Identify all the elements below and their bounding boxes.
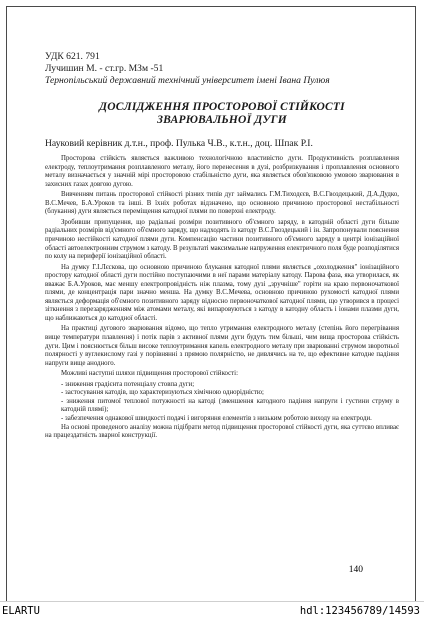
article-title <box>45 101 399 127</box>
paragraph-1: Просторова стійкість являється важливою технологічною властивістю дуги. Продуктивність розплавлення електроду, теплоутримання розплавленого металу, його перенесення в дузі, розбризкування і проплавлення основного металу визначається у значній мірі просторовою стабільністю дуги, яка являється обов'язковою умовою зварювання в захисних газах довгою дугою. <box>45 155 399 188</box>
paragraph-6: Можливі наступні шляхи підвищення просторової стійкості: <box>61 370 238 378</box>
paragraph-2: Вивченням питань просторової стійкості різних типів дуг займались Г.М.Тиходєєв, В.С.Гвоздецький, Д.А.Дудко, В.С.Мечев, Б.А.Уроков та інші. В їхніх роботах відзначено, що основною причиною просторової нестабільності (блукання) дуги являється переміщення катодної плями по поверхні електроду. <box>45 191 399 216</box>
paragraph-3: Зробивши припущення, що радіальні розміри позитивного об'ємного заряду, в катодній області дуги більше радіальних розмірів від'ємного об'ємного заряду, що надходять із катоду В.С.Гвоздецький і ін. Запропонували пояснення причиною нестійкості катодної плями дуги. Компенсацію частини позитивного об'ємного заряду в центрі іонізаційної області автоелектронним струмом з катоду. В результаті максимальне напруження електричного поля буде розподілятися по колу на периферії іонізаційної області. <box>45 218 399 261</box>
page-number: 140 <box>348 565 363 575</box>
list-item: - зниження градієнта потенціалу стовпа дуги; <box>61 380 195 388</box>
supervisors-line: Науковий керівник д.т.н., проф. Пулька Ч.В., к.т.н., доц. Шпак Р.І. <box>45 138 313 149</box>
repository-name: ELARTU <box>2 605 40 617</box>
list-item: - застосування катодів, що характеризуються хімічною однорідністю; <box>61 389 264 397</box>
list-item: - зниження питомої теплової потужності на катоді (зменшення катодного падіння напруги і густини струму в катодній плямі); <box>61 397 399 414</box>
udc-code: УДК 621. 791 <box>45 51 100 62</box>
conclusion-paragraph: На основі проведеного аналізу можна підібрати метод підвищення просторової стійкості дуги, яка суттєво впливає на працездатність зварної конструкції. <box>45 423 399 440</box>
title-line-2: ЗВАРЮВАЛЬНОЇ ДУГИ <box>157 114 287 126</box>
paragraph-5: На практиці дугового зварювання відомо, що тепло утримання електродного металу (степінь його перегрівання вище температури плавлення) і потік парів з активної плями дуги будуть тим більші, чим вища просторова стійкість дуги. Цим і пояснюється більш високе теплоутримання капель електродного металу при зварюванні струмом зворотньої полярності у вуглекислому газі у порівнянні з прямою полярністю, не дивлячись на те, що ефективне катодне падіння напруги вище анодного. <box>45 325 399 367</box>
institution-line: Тернопільський державний технічний університет імені Івана Пулюя <box>45 75 330 86</box>
repository-footer <box>0 601 424 620</box>
handle-identifier: hdl:123456789/14593 <box>299 605 420 617</box>
author-line: Лучишин М. - ст.гр. МЗм -51 <box>45 63 164 74</box>
document-page <box>6 6 416 604</box>
paragraph-4: На думку Г.І.Лєскова, що основною причиною блукання катодної плями являється „охолодження" іонізаційного простору катодної області дуги постійно поступаючими в неї парами матеріалу катоду. Парова фаза, яка утворилася, як вважає Б.А.Уроков, має меншу електропровідність ніж плазма, тому дузі „зручніше" горіти на краю первоночаткової плями, де концентрація пари значно менша. На думку В.С.Мечева, основною причиною рухомості катодної плями являється деформація об'ємного позитивного заряду відносно первоночаткової катодної плями, що утворився в процесі зіткнення з перезарядженням між атомами металу, які випаровуються з катоду в катодну область і іонами плазми дуги, що наближаються до катодної області. <box>45 263 399 323</box>
page-content <box>45 51 399 443</box>
title-line-1: ДОСЛІДЖЕННЯ ПРОСТОРОВОЇ СТІЙКОСТІ <box>99 101 345 113</box>
list-item: - забезпечення однакової швидкості подачі і вигоряння елементів з низьким роботою виходу на електроди. <box>61 415 372 422</box>
